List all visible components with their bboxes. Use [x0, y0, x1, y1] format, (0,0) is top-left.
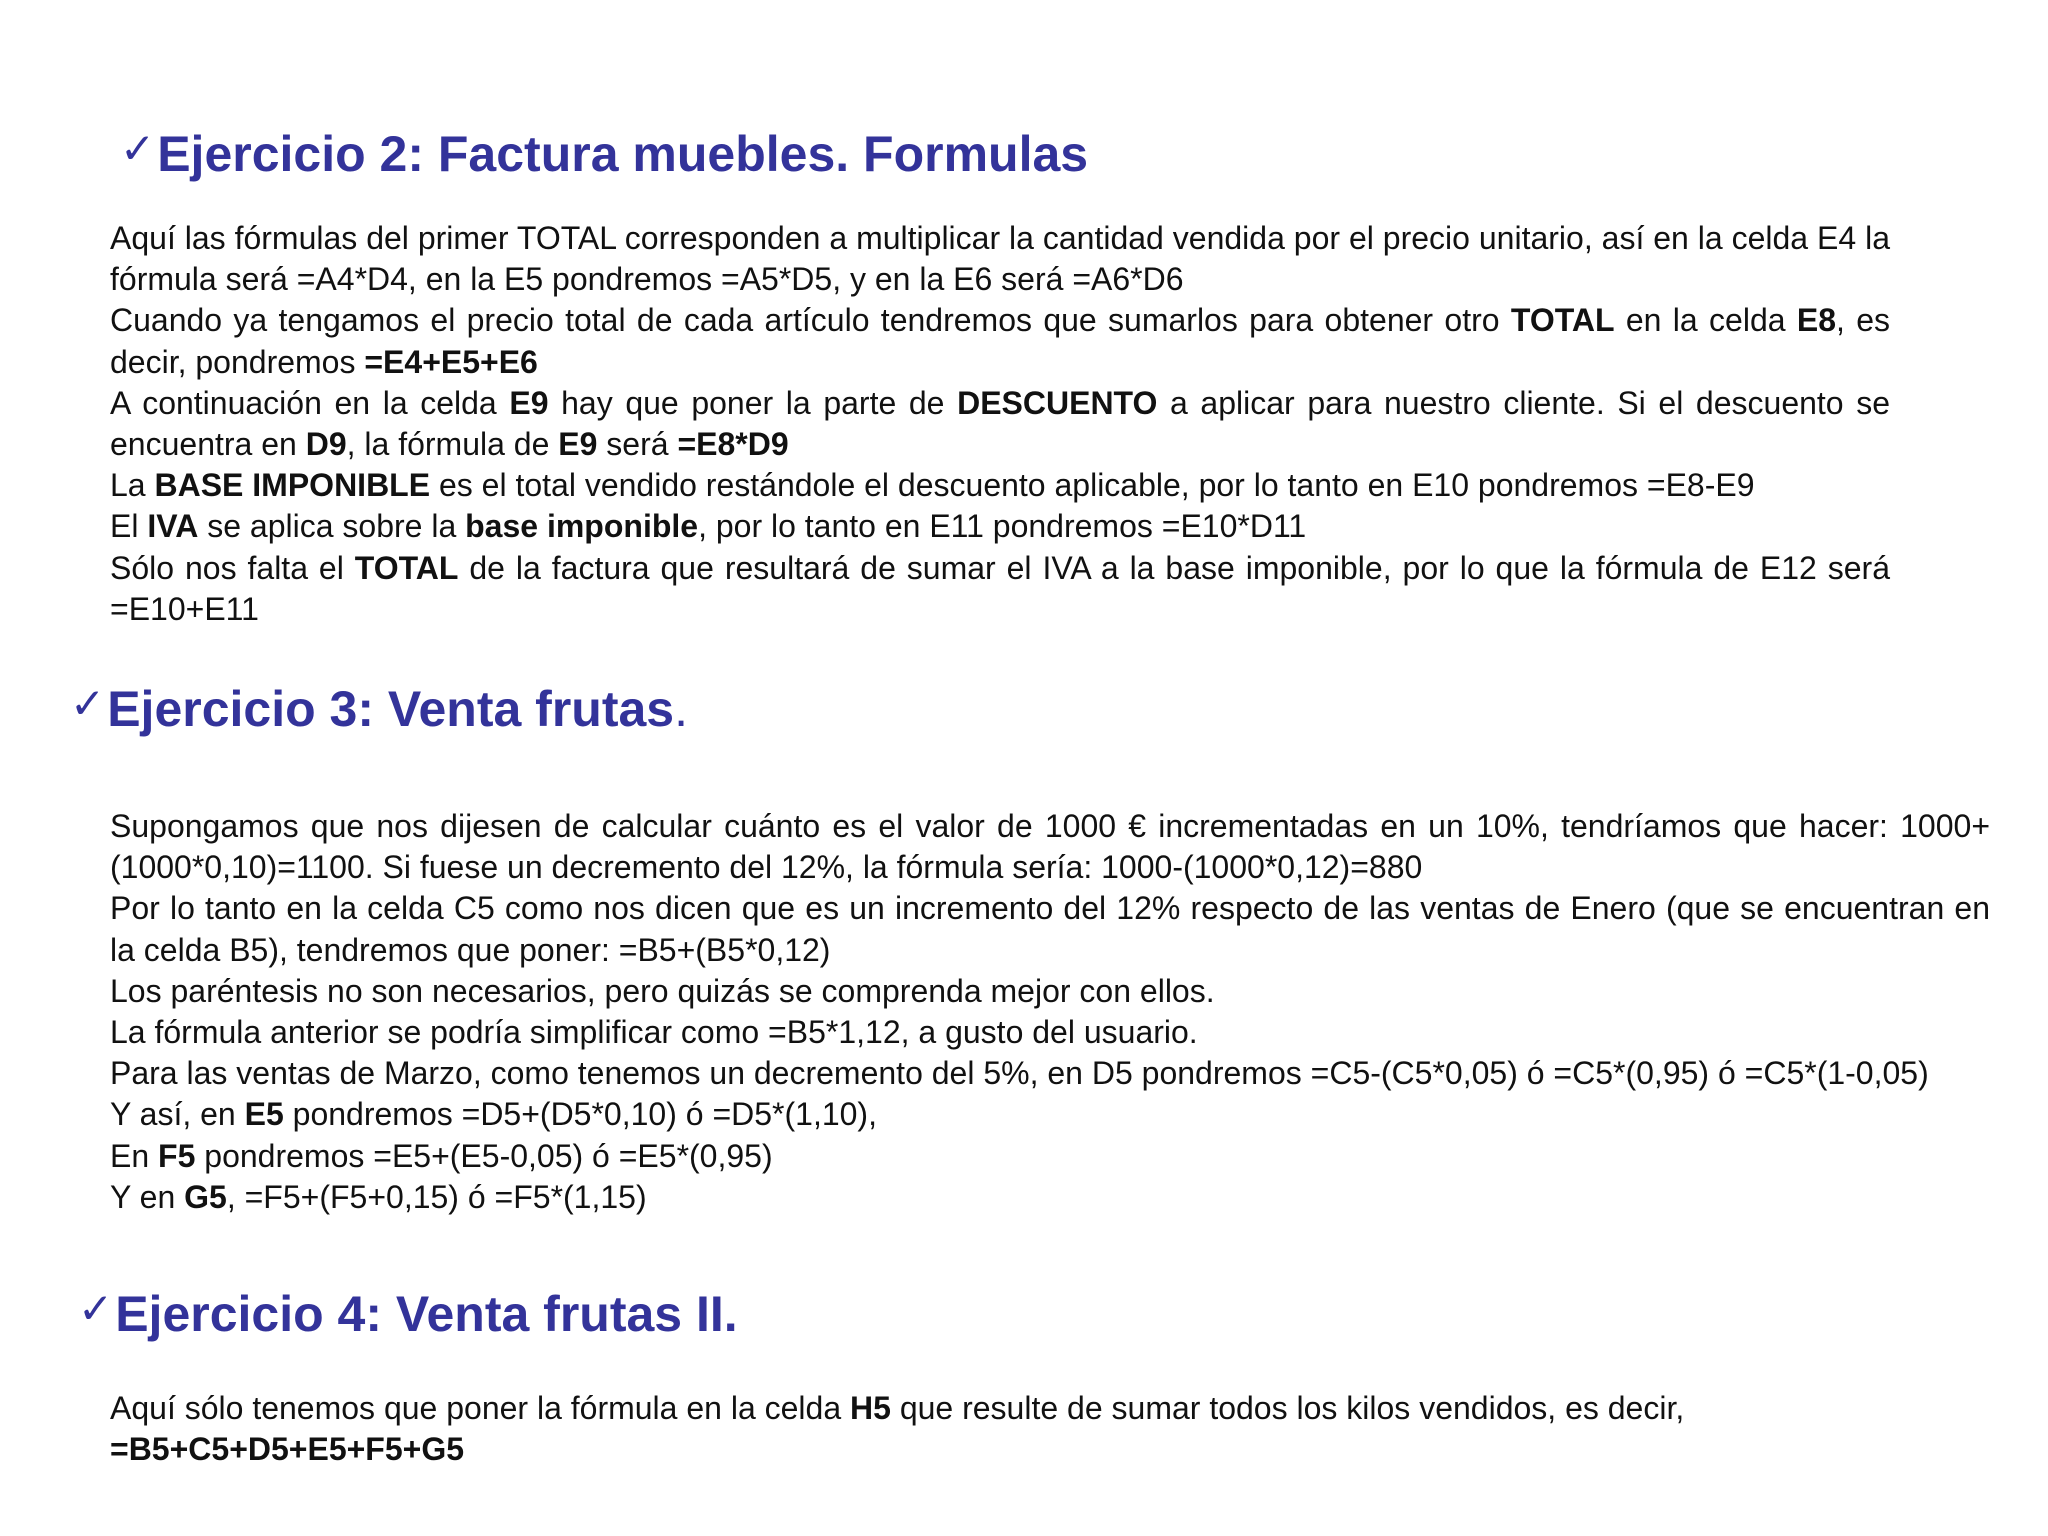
ex4-paragraph-1	[110, 1388, 1990, 1429]
checkmark-icon: ✓	[120, 124, 156, 173]
text-run: pondremos =D5+(D5*0,10) ó =D5*(1,10),	[283, 1096, 877, 1133]
ex4-title: Ejercicio 4: Venta frutas II.	[115, 1286, 738, 1342]
ex3-paragraph-6	[110, 1094, 1990, 1135]
ex2-paragraph-3	[110, 383, 1890, 465]
text-run: que resulte de sumar todos los kilos vendidos, es decir,	[890, 1390, 1685, 1426]
ex4-body	[110, 1388, 1990, 1470]
ex3-title-period: .	[674, 681, 689, 737]
text-run: , =F5+(F5+0,15) ó =F5*(1,15)	[226, 1178, 647, 1215]
bold-run: TOTAL	[354, 549, 459, 586]
text-run: se aplica sobre la	[198, 508, 466, 545]
text-run: , la fórmula de	[346, 426, 559, 463]
checkmark-icon: ✓	[70, 679, 106, 728]
ex4-formula: =B5+C5+D5+E5+F5+G5	[110, 1431, 465, 1468]
bold-run: E9	[509, 384, 549, 421]
text-run: Sólo nos falta el	[110, 549, 355, 586]
ex2-heading	[120, 119, 1088, 184]
ex3-heading	[70, 674, 688, 739]
text-run: de la factura que resultará de sumar el IVA a la base imponible, por lo que la fórmula de E12 será =E10+E11	[110, 549, 1891, 627]
text-run: a aplicar para nuestro cliente. Si el descuento se encuentra en	[110, 384, 1891, 463]
bold-run: =E4+E5+E6	[364, 343, 538, 380]
ex2-paragraph-4	[110, 465, 1890, 506]
text-run: En	[110, 1137, 159, 1174]
ex3-paragraph-7	[110, 1136, 1990, 1177]
ex2-title: Ejercicio 2: Factura muebles. Formulas	[157, 126, 1089, 182]
bold-run: D9	[305, 426, 347, 463]
text-run: A continuación en la celda	[110, 384, 510, 421]
checkmark-icon: ✓	[78, 1284, 114, 1333]
ex3-paragraph-8	[110, 1177, 1990, 1218]
text-run: La	[110, 467, 155, 504]
text-run: hay que poner la parte de	[548, 384, 958, 421]
ex3-paragraph-4: La fórmula anterior se podría simplificar como =B5*1,12, a gusto del usuario.	[110, 1014, 1198, 1051]
ex3-paragraph-3: Los paréntesis no son necesarios, pero quizás se comprenda mejor con ellos.	[110, 972, 1215, 1009]
ex3-title: Ejercicio 3: Venta frutas	[107, 681, 675, 737]
text-run: Y así, en	[110, 1096, 245, 1133]
text-run: El	[110, 508, 148, 545]
text-run: pondremos =E5+(E5-0,05) ó =E5*(0,95)	[195, 1137, 773, 1174]
text-run: Cuando ya tengamos el precio total de cada artículo tendremos que sumarlos para obtener otro	[110, 302, 1511, 339]
bold-run: =E8*D9	[677, 426, 789, 463]
bold-run: F5	[158, 1137, 196, 1174]
bold-run: E8	[1796, 302, 1836, 339]
ex3-paragraph-1: Supongamos que nos dijesen de calcular cuánto es el valor de 1000 € incrementadas en un 10%, tendríamos que hacer: 1000+(1000*0,10)=1100. Si fuese un decremento del 12%, la fórmula sería: 1000-(1000*0,12)=880	[110, 808, 1990, 886]
bold-run: E5	[244, 1096, 284, 1133]
bold-run: DESCUENTO	[957, 384, 1158, 421]
text-run: es el total vendido restándole el descuento aplicable, por lo tanto en E10 pondremos =E8-E9	[430, 467, 1755, 504]
text-run: será	[597, 426, 678, 463]
bold-run: IVA	[147, 508, 199, 545]
text-run: Aquí sólo tenemos que poner la fórmula en la celda	[110, 1390, 851, 1426]
text-run: en la celda	[1614, 302, 1797, 339]
bold-run: BASE IMPONIBLE	[154, 467, 431, 504]
ex2-paragraph-1: Aquí las fórmulas del primer TOTAL corresponden a multiplicar la cantidad vendida por el precio unitario, así en la celda E4 la fórmula será =A4*D4, en la E5 pondremos =A5*D5, y en la E6 será =A6*D6	[110, 220, 1890, 298]
ex3-paragraph-5: Para las ventas de Marzo, como tenemos un decremento del 5%, en D5 pondremos =C5-(C5*0,05) ó =C5*(0,95) ó =C5*(1-0,05)	[110, 1055, 1929, 1092]
text-run: , por lo tanto en E11 pondremos =E10*D11	[698, 508, 1307, 545]
bold-run: E9	[558, 426, 598, 463]
ex4-heading	[78, 1279, 738, 1344]
text-run: , es decir, pondremos	[110, 302, 1891, 380]
ex2-paragraph-5	[110, 506, 1890, 547]
bold-run: G5	[184, 1178, 227, 1215]
ex3-paragraph-2: Por lo tanto en la celda C5 como nos dicen que es un incremento del 12% respecto de las ventas de Enero (que se encuentran en la celda B5), tendremos que poner: =B5+(B5*0,12)	[110, 890, 1990, 968]
bold-run: H5	[850, 1390, 891, 1426]
ex2-paragraph-2	[110, 300, 1890, 382]
ex2-paragraph-6	[110, 548, 1890, 630]
bold-run: TOTAL	[1510, 302, 1615, 339]
ex3-body	[110, 806, 1990, 1218]
bold-run: base imponible	[465, 508, 699, 545]
ex2-body	[110, 218, 1890, 630]
text-run: Y en	[110, 1178, 185, 1215]
